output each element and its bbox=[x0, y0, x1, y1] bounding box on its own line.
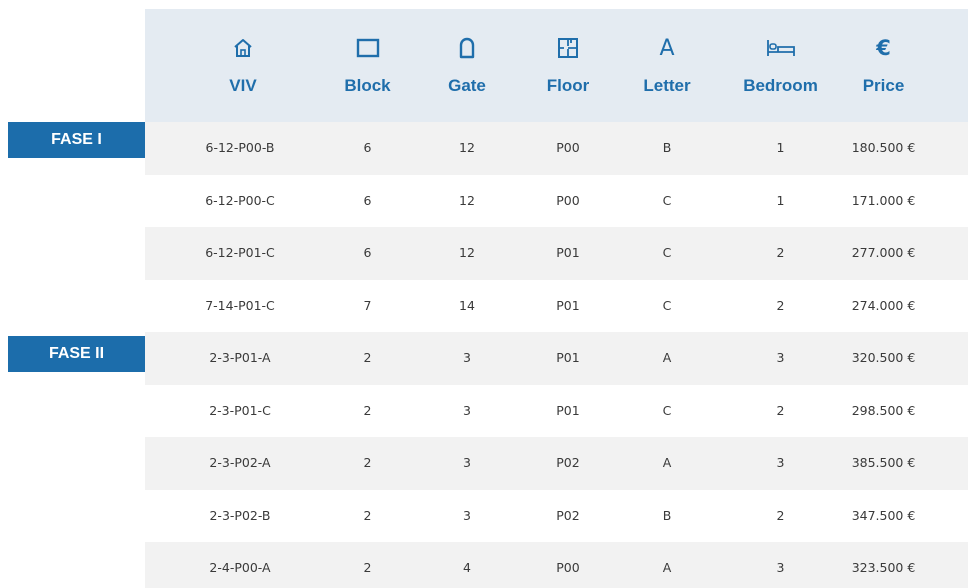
phase-label-text: FASE II bbox=[48, 345, 105, 362]
table-row[interactable] bbox=[145, 542, 968, 588]
cell-bedroom: 3 bbox=[776, 560, 785, 575]
cell-block: 7 bbox=[363, 297, 372, 313]
cell-letter: C bbox=[662, 297, 672, 313]
cell-letter: B bbox=[662, 140, 672, 155]
cell-viv: 6-12-P00-C bbox=[205, 192, 275, 208]
cell-gate: 3 bbox=[463, 350, 471, 365]
cell-floor: P01 bbox=[556, 245, 580, 260]
bed-icon bbox=[766, 35, 796, 61]
cell-floor: P01 bbox=[556, 297, 580, 313]
cell-bedroom: 2 bbox=[776, 402, 785, 418]
column-header-price[interactable] bbox=[821, 9, 946, 122]
phase-label-text: FASE I bbox=[51, 131, 102, 148]
cell-letter: A bbox=[662, 455, 672, 470]
table-header bbox=[145, 9, 968, 122]
cell-bedroom: 2 bbox=[776, 245, 785, 260]
cell-viv: 2-3-P02-B bbox=[209, 507, 271, 523]
column-label: Floor bbox=[546, 76, 590, 95]
units-table bbox=[145, 9, 968, 588]
cell-bedroom: 3 bbox=[776, 350, 785, 365]
column-label: Price bbox=[862, 76, 905, 95]
cell-gate: 12 bbox=[459, 245, 475, 260]
cell-floor: P02 bbox=[556, 455, 580, 470]
table-row[interactable] bbox=[145, 175, 968, 228]
cell-viv: 6-12-P01-C bbox=[205, 245, 275, 260]
cell-bedroom: 1 bbox=[776, 140, 785, 155]
square-icon bbox=[356, 35, 380, 61]
door-icon bbox=[458, 35, 476, 61]
phase-label-fase-ii bbox=[8, 336, 145, 372]
table-row[interactable] bbox=[145, 280, 968, 333]
cell-price: 323.500 € bbox=[851, 560, 916, 575]
table-row[interactable] bbox=[145, 385, 968, 438]
cell-gate: 3 bbox=[463, 402, 471, 418]
cell-price: 298.500 € bbox=[851, 402, 916, 418]
cell-gate: 3 bbox=[463, 455, 471, 470]
column-label: Gate bbox=[448, 76, 486, 95]
cell-gate: 12 bbox=[459, 192, 475, 208]
house-icon bbox=[232, 35, 254, 61]
cell-bedroom: 2 bbox=[776, 297, 785, 313]
column-label: Bedroom bbox=[743, 76, 818, 95]
cell-floor: P00 bbox=[556, 140, 580, 155]
cell-floor: P00 bbox=[556, 560, 580, 575]
cell-block: 2 bbox=[363, 560, 372, 575]
cell-bedroom: 1 bbox=[776, 192, 785, 208]
cell-bedroom: 2 bbox=[776, 507, 785, 523]
cell-gate: 4 bbox=[463, 560, 471, 575]
cell-price: 385.500 € bbox=[851, 455, 916, 470]
column-label: Letter bbox=[643, 76, 691, 95]
column-header-letter[interactable] bbox=[606, 9, 728, 122]
cell-letter: A bbox=[662, 350, 672, 365]
letter-a-icon: A bbox=[659, 35, 675, 61]
cell-letter: A bbox=[662, 560, 672, 575]
cell-price: 277.000 € bbox=[851, 245, 916, 260]
cell-bedroom: 3 bbox=[776, 455, 785, 470]
cell-price: 320.500 € bbox=[851, 350, 916, 365]
cell-block: 2 bbox=[363, 455, 372, 470]
table-row[interactable] bbox=[145, 122, 968, 175]
euro-icon: € bbox=[876, 36, 891, 60]
cell-letter: C bbox=[662, 192, 672, 208]
cell-block: 2 bbox=[363, 350, 372, 365]
cell-block: 6 bbox=[363, 192, 372, 208]
cell-viv: 2-3-P02-A bbox=[209, 455, 271, 470]
cell-viv: 2-4-P00-A bbox=[209, 560, 271, 575]
cell-floor: P01 bbox=[556, 402, 580, 418]
column-label: Block bbox=[344, 76, 391, 95]
cell-block: 2 bbox=[363, 507, 372, 523]
cell-letter: C bbox=[662, 245, 672, 260]
cell-letter: B bbox=[662, 507, 672, 523]
floorplan-icon bbox=[557, 35, 579, 61]
table-row[interactable] bbox=[145, 437, 968, 490]
table-row[interactable] bbox=[145, 490, 968, 543]
cell-viv: 2-3-P01-A bbox=[209, 350, 271, 365]
phase-label-fase-i bbox=[8, 122, 145, 158]
cell-viv: 7-14-P01-C bbox=[205, 297, 275, 313]
cell-block: 2 bbox=[363, 402, 372, 418]
cell-floor: P00 bbox=[556, 192, 580, 208]
cell-price: 347.500 € bbox=[851, 507, 916, 523]
table-body bbox=[145, 122, 968, 588]
column-header-viv[interactable] bbox=[178, 9, 308, 122]
cell-viv: 2-3-P01-C bbox=[209, 402, 271, 418]
cell-floor: P02 bbox=[556, 507, 580, 523]
cell-floor: P01 bbox=[556, 350, 580, 365]
cell-letter: C bbox=[662, 402, 672, 418]
cell-price: 171.000 € bbox=[851, 192, 916, 208]
table-row[interactable] bbox=[145, 332, 968, 385]
cell-block: 6 bbox=[363, 140, 372, 155]
table-row[interactable] bbox=[145, 227, 968, 280]
cell-gate: 3 bbox=[463, 507, 471, 523]
cell-viv: 6-12-P00-B bbox=[205, 140, 275, 155]
column-label: VIV bbox=[229, 76, 257, 95]
cell-price: 274.000 € bbox=[851, 297, 916, 313]
cell-gate: 14 bbox=[459, 297, 475, 313]
cell-gate: 12 bbox=[459, 140, 475, 155]
cell-block: 6 bbox=[363, 245, 372, 260]
cell-price: 180.500 € bbox=[851, 140, 916, 155]
